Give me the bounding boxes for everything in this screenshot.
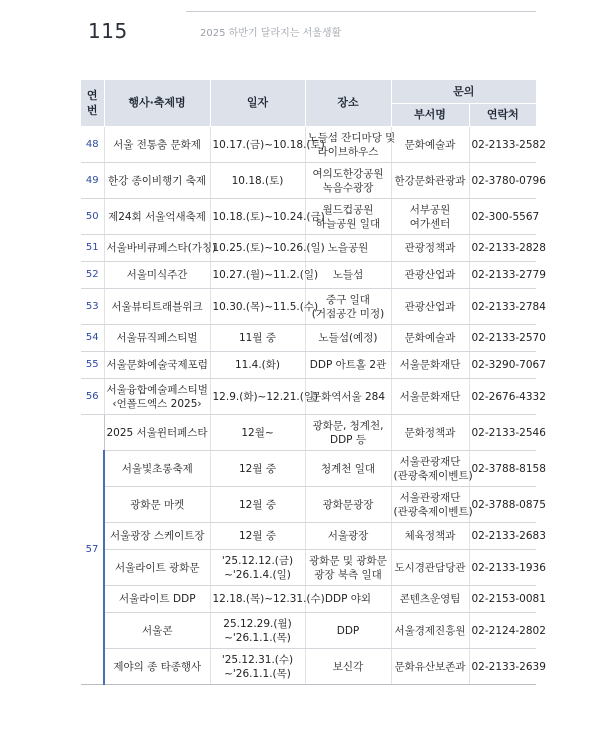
header-date: 일자	[210, 80, 305, 127]
cell-place	[305, 451, 391, 487]
cell-contact-line: 02-2133-2639	[471, 660, 546, 673]
cell-dept-line: 서울경제진흥원	[394, 624, 466, 637]
cell-event	[104, 262, 210, 289]
cell-dept-line: 관광산업과	[404, 300, 456, 313]
table-row	[81, 352, 536, 379]
cell-contact	[469, 613, 546, 649]
cell-place-line: 서울광장	[327, 530, 369, 542]
cell-contact-line: 02-2133-2784	[471, 300, 546, 313]
table-row	[81, 235, 536, 262]
cell-dept	[391, 163, 469, 199]
cell-event	[104, 325, 210, 352]
cell-date-line: 10.30.(목)~11.5.(수)	[212, 300, 319, 313]
cell-contact-line: 02-2133-2779	[471, 269, 546, 281]
cell-contact	[469, 451, 546, 487]
row-number: 51	[81, 235, 104, 262]
cell-date	[210, 352, 305, 379]
events-table-wrap	[81, 80, 546, 685]
cell-place-line: DDP 야외	[324, 593, 372, 605]
row-number: 56	[81, 379, 104, 415]
cell-event-line: 서울 전통춤 문화제	[113, 138, 201, 151]
cell-contact	[469, 289, 546, 325]
cell-dept-line: (관광축제이벤트)	[393, 469, 473, 482]
cell-dept-line: 서울관광재단	[399, 455, 461, 468]
table-row	[81, 325, 536, 352]
table-row	[81, 415, 536, 451]
cell-date-line: '25.12.12.(금)	[221, 554, 294, 567]
cell-date-line: 10.27.(월)~11.2.(일)	[212, 269, 319, 281]
row-number: 54	[81, 325, 104, 352]
running-title: 2025 하반기 달라지는 서울생활	[200, 28, 342, 39]
table-row	[81, 199, 536, 235]
cell-place-line: 노들섬	[332, 269, 364, 281]
cell-date	[210, 379, 319, 415]
cell-place	[305, 199, 391, 235]
cell-contact	[469, 262, 546, 289]
cell-dept-line: (관광축제이벤트)	[393, 505, 473, 518]
cell-dept	[391, 523, 469, 550]
cell-contact	[469, 487, 546, 523]
cell-date-line: 11월 중	[239, 332, 276, 344]
cell-event-line: 서울뮤직페스티벌	[116, 332, 198, 344]
cell-date-line: 11.4.(화)	[234, 359, 281, 371]
cell-contact-line: 02-2133-2582	[471, 138, 546, 151]
cell-place-line: 노들섬 잔디마당 및	[307, 131, 396, 144]
cell-place-line: 광화문광장	[322, 498, 374, 511]
cell-event	[104, 235, 217, 262]
cell-contact-line: 02-2124-2802	[471, 624, 546, 637]
table-row	[81, 523, 536, 550]
cell-contact	[469, 550, 546, 586]
cell-date-line: 12.9.(화)~12.21.(일)	[212, 390, 319, 403]
cell-event	[104, 523, 210, 550]
cell-contact-line: 02-3290-7067	[471, 359, 546, 371]
cell-contact-line: 02-2133-2570	[471, 332, 546, 344]
table-row	[81, 262, 536, 289]
cell-contact-line: 02-2133-2828	[471, 242, 546, 254]
cell-event-line: 서울콘	[142, 624, 173, 637]
cell-place-line: DDP 등	[330, 433, 366, 446]
cell-event-line: 제야의 종 타종행사	[113, 660, 202, 673]
cell-dept	[391, 289, 469, 325]
cell-dept	[391, 415, 469, 451]
cell-date-line: ~'26.1.1.(목)	[224, 631, 291, 644]
cell-event-line: 서울미식주간	[126, 269, 188, 281]
table-row	[81, 289, 536, 325]
cell-place	[305, 649, 391, 685]
cell-place-line: 여의도한강공원	[312, 167, 384, 180]
cell-contact	[469, 649, 546, 685]
cell-date	[210, 451, 305, 487]
cell-event	[104, 613, 210, 649]
cell-event-line: 제24회 서울억새축제	[108, 210, 206, 223]
cell-contact	[469, 163, 546, 199]
cell-contact	[469, 127, 546, 163]
cell-contact-line: 02-2133-2683	[471, 530, 546, 542]
cell-contact-line: 02-3788-0875	[471, 498, 546, 511]
cell-dept-line: 도시경관담당관	[394, 561, 466, 574]
cell-dept	[391, 127, 469, 163]
cell-place	[305, 523, 391, 550]
cell-event	[104, 199, 210, 235]
cell-dept-line: 서울문화재단	[399, 359, 461, 371]
cell-date-line: 10.18.(토)	[231, 174, 284, 187]
cell-event-line: 서울융합예술페스티벌	[106, 383, 208, 396]
header-rule	[186, 11, 536, 12]
table-row	[81, 127, 536, 163]
cell-contact	[469, 325, 546, 352]
cell-event-line: 서울빛초롱축제	[121, 462, 193, 475]
cell-event	[104, 550, 210, 586]
cell-dept	[391, 649, 469, 685]
cell-contact-line: 02-2133-1936	[471, 561, 546, 574]
cell-contact	[469, 199, 540, 235]
cell-event-line: ‹언폴드엑스 2025›	[112, 397, 202, 410]
cell-date	[210, 523, 305, 550]
cell-event-line: 서울문화예술국제포럼	[106, 359, 208, 371]
cell-date	[210, 127, 325, 163]
cell-dept-line: 문화예술과	[404, 138, 456, 151]
cell-event-line: 서울라이트 DDP	[118, 593, 196, 605]
cell-date	[210, 199, 325, 235]
cell-event	[104, 487, 210, 523]
cell-dept-line: 여가센터	[409, 217, 451, 230]
cell-contact	[469, 235, 546, 262]
cell-event	[104, 352, 210, 379]
cell-dept	[391, 235, 469, 262]
cell-dept	[391, 352, 469, 379]
cell-dept	[391, 586, 469, 613]
cell-contact-line: 02-3788-8158	[471, 462, 546, 475]
events-table	[81, 80, 546, 685]
cell-event	[104, 649, 210, 685]
cell-place	[305, 415, 391, 451]
header-dept: 부서명	[391, 104, 469, 127]
header-event: 행사·축제명	[104, 80, 210, 127]
cell-place-line: 문화역서울 284	[310, 390, 386, 403]
cell-contact	[469, 415, 546, 451]
cell-date	[210, 586, 325, 613]
cell-date-line: 10.17.(금)~10.18.(토)	[212, 138, 325, 151]
table-row	[81, 649, 536, 685]
cell-dept-line: 한강문화관광과	[394, 174, 466, 187]
cell-place-line: 광화문, 청계천,	[312, 419, 384, 432]
cell-event-line: 광화문 마켓	[130, 498, 185, 511]
table-row	[81, 550, 536, 586]
table-row	[81, 451, 536, 487]
header-contact: 연락처	[469, 104, 536, 127]
cell-place	[305, 379, 391, 415]
cell-date	[210, 487, 305, 523]
cell-place-line: 광장 북측 일대	[314, 568, 382, 581]
header-place: 장소	[305, 80, 391, 127]
header-no-text: 연번	[86, 89, 98, 117]
cell-dept	[391, 199, 469, 235]
cell-event	[104, 379, 210, 415]
cell-event	[104, 586, 210, 613]
cell-place-line: 청계천 일대	[320, 462, 376, 475]
cell-place	[305, 289, 391, 325]
cell-event-line: 서울바비큐페스타(가칭)	[106, 242, 217, 254]
cell-dept-line: 콘텐츠운영팀	[399, 593, 461, 605]
cell-place	[305, 325, 391, 352]
cell-place-line: 녹음수광장	[322, 181, 374, 194]
cell-dept-line: 관광정책과	[404, 242, 456, 254]
cell-dept-line: 서울관광재단	[399, 491, 461, 504]
cell-date-line: 10.25.(토)~10.26.(일)	[212, 242, 325, 254]
cell-contact	[469, 379, 546, 415]
cell-event-line: 한강 종이비행기 축제	[108, 174, 206, 187]
cell-event-line: 서울광장 스케이트장	[109, 530, 205, 542]
cell-event	[104, 289, 210, 325]
cell-place-line: (거점공간 미정)	[311, 307, 385, 320]
cell-dept	[391, 487, 473, 523]
cell-date-line: 10.18.(토)~10.24.(금)	[212, 210, 325, 223]
table-body	[81, 127, 546, 685]
cell-dept	[391, 325, 469, 352]
cell-dept-line: 문화유산보존과	[394, 660, 466, 673]
cell-dept-line: 문화정책과	[404, 426, 456, 439]
cell-contact-line: 02-2676-4332	[471, 390, 546, 403]
cell-dept-line: 서부공원	[409, 203, 451, 216]
cell-date-line: '25.12.31.(수)	[221, 653, 294, 666]
cell-date-line: 25.12.29.(월)	[223, 617, 292, 630]
cell-dept-line: 문화예술과	[404, 332, 456, 344]
cell-place	[305, 613, 391, 649]
cell-place	[305, 352, 391, 379]
cell-dept-line: 체육정책과	[404, 530, 456, 542]
cell-place	[305, 127, 396, 163]
row-number: 55	[81, 352, 104, 379]
cell-contact-line: 02-2133-2546	[471, 426, 546, 439]
cell-date	[210, 262, 319, 289]
cell-event	[104, 451, 210, 487]
cell-date-line: 12.18.(목)~12.31.(수)	[212, 593, 325, 605]
cell-date	[210, 325, 305, 352]
cell-contact-line: 02-3780-0796	[471, 174, 546, 187]
cell-date-line: 12월 중	[239, 462, 276, 475]
table-row	[81, 379, 536, 415]
cell-date	[210, 415, 305, 451]
table-row	[81, 163, 536, 199]
table-row	[81, 586, 536, 613]
cell-contact	[469, 586, 546, 613]
cell-date	[210, 289, 319, 325]
cell-dept	[391, 613, 469, 649]
cell-contact-line: 02-2153-0081	[471, 593, 546, 605]
cell-date-line: 12월 중	[239, 530, 276, 542]
cell-dept	[391, 451, 473, 487]
cell-date-line: 12월 중	[239, 498, 276, 511]
cell-date-line: ~'26.1.4.(일)	[224, 568, 291, 581]
cell-date	[210, 550, 305, 586]
row-number: 53	[81, 289, 104, 325]
cell-contact	[469, 352, 546, 379]
cell-place	[305, 163, 391, 199]
cell-date	[210, 163, 305, 199]
cell-date-line: 12월~	[241, 426, 274, 439]
cell-date	[210, 235, 325, 262]
row-number: 57	[81, 415, 104, 685]
cell-event-line: 서울뷰티트래블위크	[111, 300, 203, 313]
cell-event	[104, 415, 210, 451]
row-number: 52	[81, 262, 104, 289]
cell-place-line: DDP	[336, 624, 360, 637]
cell-date-line: ~'26.1.1.(목)	[224, 667, 291, 680]
row-number: 48	[81, 127, 104, 163]
cell-place-line: 라이브하우스	[317, 145, 379, 158]
cell-dept	[391, 379, 469, 415]
cell-place-line: DDP 아트홀 2관	[309, 359, 387, 371]
table-row	[81, 487, 536, 523]
cell-dept-line: 서울문화재단	[399, 390, 461, 403]
cell-contact-line: 02-300-5567	[471, 210, 540, 223]
cell-event	[104, 163, 210, 199]
cell-event-line: 서울라이트 광화문	[115, 561, 200, 574]
cell-place-line: 월드컵공원	[322, 203, 374, 216]
cell-place-line: 보신각	[332, 660, 364, 673]
cell-place	[305, 550, 391, 586]
cell-date	[210, 613, 305, 649]
header-no	[81, 80, 104, 127]
table-row	[81, 613, 536, 649]
header-inquiry: 문의	[391, 80, 536, 104]
cell-dept-line: 관광산업과	[404, 269, 456, 281]
cell-event	[104, 127, 210, 163]
cell-place-line: 광화문 및 광화문	[309, 554, 387, 567]
cell-dept	[391, 262, 469, 289]
row-number: 49	[81, 163, 104, 199]
cell-place-line: 노들섬(예정)	[318, 332, 378, 344]
cell-event-line: 2025 서울윈터페스타	[106, 426, 208, 439]
cell-place	[305, 487, 391, 523]
cell-dept	[391, 550, 469, 586]
cell-place-line: 하늘공원 일대	[315, 217, 381, 230]
cell-place-line: 중구 일대	[326, 293, 370, 306]
cell-place-line: 노을공원	[327, 242, 369, 254]
cell-date	[210, 649, 305, 685]
row-number: 50	[81, 199, 104, 235]
cell-contact	[469, 523, 546, 550]
page-number: 115	[88, 19, 128, 43]
